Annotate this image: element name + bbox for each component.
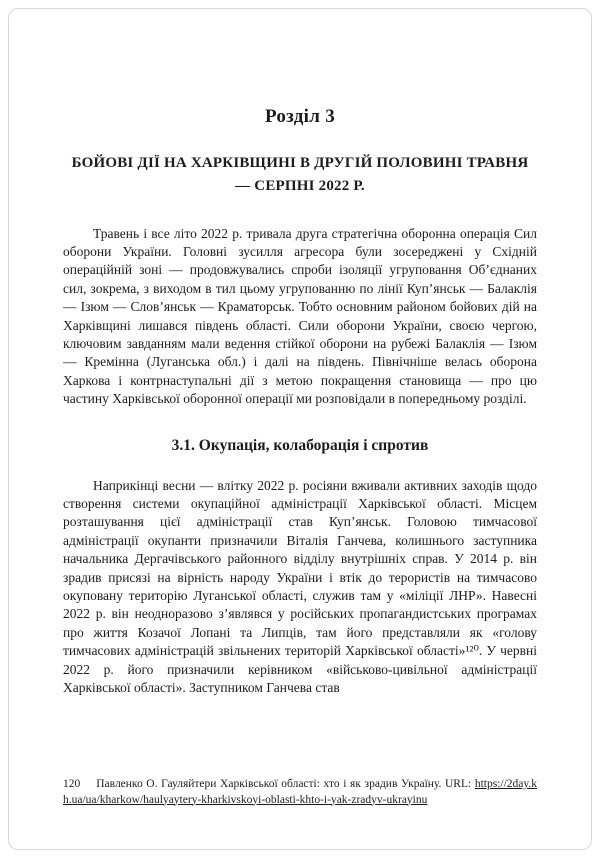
footnote [63,777,537,808]
chapter-title: БОЙОВІ ДІЇ НА ХАРКІВЩИНІ В ДРУГІЙ ПОЛОВИНІ ТРАВНЯ — СЕРПНІ 2022 Р. [71,155,529,195]
footnote-number: 120 [63,778,81,790]
body-paragraph-1: Травень і все літо 2022 р. тривала друга стратегічна оборонна операція Сил оборони України. Головні зусилля агресора були зосереджені у Східній операційній зоні — продовжувались спроби ізоляції угруповання Об’єднаних сил, зокрема, з виходом в тил цьому угрупованню по лінії Куп’янськ — Балаклія — Ізюм — Слов’янськ — Краматорськ. Тобто основним районом бойових дій на Харківщині лишався південь області. Сили оборони України, своєю чергою, ключовим завданням мали ведення стійкої оборони на рубежі Балаклія — Ізюм — Кремінна (Луганська обл.) і далі на південь. Північніше велась оборона Харкова і контрнаступальні дії з метою покращення становища — про цю частину Харківської оборонної операції ми розповідали в попередньому розділі. [63,225,537,407]
section-title: 3.1. Окупація, колаборація і спротив [171,436,429,454]
body-paragraph-2: Наприкінці весни — влітку 2022 р. росіяни вживали активних заходів щодо створення системи окупаційної адміністрації Харківської області. Місцем розташування цієї адміністрації став Куп’янськ. Головою тимчасової адміністрації окупанти призначили Віталія Ганчева, колишнього заступника начальника Дергачівського районного відділу внутрішніх справ. У 2014 р. він зрадив присязі на вірність народу України і втік до терористів на тимчасово окуповану територію Луганської області, служив там у «міліції ЛНР». Навесні 2022 р. він неодноразово з’являвся у російських пропагандистських програмах про життя Козачої Лопані та Липців, там його представляли як «голову тимчасових адміністрацій звільнених територій Харківської області»¹²⁰. У червні 2022 р. його призначили керівником «військово-цивільної адміністрації Харківської області». Заступником Ганчева став [63,477,537,696]
footnote-text: Павленко О. Гауляйтери Харківської області: хто і як зрадив Україну. URL: [96,778,472,790]
footnote-link[interactable]: https://2day.kh.ua/ua/kharkow/haulyaytery-kharkivskoyi-oblasti-khto-i-yak-zradyv-ukrayinu [63,778,538,806]
page-content [63,0,537,697]
chapter-label: Розділ 3 [264,106,336,127]
